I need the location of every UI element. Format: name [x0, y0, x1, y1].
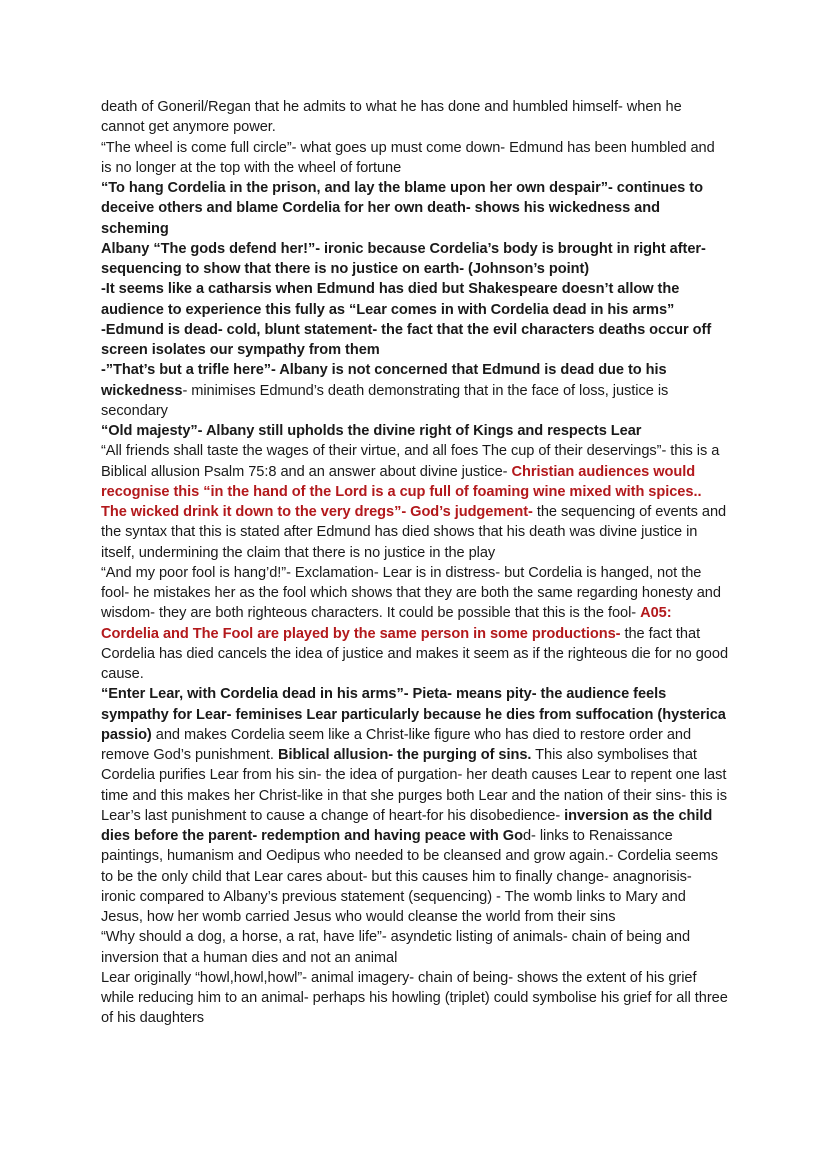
body-text: “The wheel is come full circle”- what goes up must come down- Edmund has been humbled and is no longer at the top with the wheel of fortune — [101, 139, 715, 176]
paragraph — [101, 97, 729, 138]
highlighted-text: A05: Cordelia and The Fool are played by the same person in some productions- — [101, 605, 672, 642]
paragraph — [101, 441, 729, 563]
body-text: Lear originally “howl,howl,howl”- animal imagery- chain of being- shows the extent of his grief while reducing him to an animal- perhaps his howling (triplet) could symbolise his grief for all three of his daughters — [101, 969, 728, 1027]
body-text: “All friends shall taste the wages of their virtue, and all foes The cup of their deservings”- this is a Biblical allusion Psalm 75:8 and an answer about divine justice- — [101, 443, 720, 480]
body-text: death of Goneril/Regan that he admits to what he has done and humbled himself- when he cannot get anymore power. — [101, 99, 682, 136]
bold-text: inversion as the child dies before the parent- redemption and having peace with Go — [101, 807, 713, 844]
body-text: This also symbolises that Cordelia purifies Lear from his sin- the idea of purgation- her death causes Lear to repent one last time and this makes her Christ-like in that she purges both Lear and the nation of their sins- this is Lear’s last punishment to cause a change of heart-for his disobedience- — [101, 747, 727, 824]
paragraph — [101, 239, 729, 280]
body-text: “Why should a dog, a horse, a rat, have life”- asyndetic listing of animals- chain of being and inversion that a human dies and not an animal — [101, 929, 691, 966]
body-text: d- links to Renaissance paintings, humanism and Oedipus who needed to be cleansed and grow again.- Cordelia seems to be the only child that Lear cares about- but this causes him to finally change- anagnorisis- ironic compared to Albany’s previous statement (sequencing) - The womb links to Mary and Jesus, how her womb carried Jesus who would cleanse the world from their sins — [101, 828, 718, 925]
body-text: - minimises Edmund’s death demonstrating that in the face of loss, justice is secondary — [101, 382, 669, 419]
paragraph — [101, 563, 729, 685]
body-text: the fact that Cordelia has died cancels the idea of justice and makes it seem as if the righteous die for no good cause. — [101, 625, 729, 682]
bold-text: Albany “The gods defend her!”- ironic because Cordelia’s body is brought in right after- sequencing to show that there is no justice on earth- (Johnson’s point) — [101, 240, 706, 277]
bold-text: -”That’s but a trifle here”- Albany is not concerned that Edmund is dead due to his wickedness — [101, 362, 667, 399]
paragraph — [101, 178, 729, 239]
body-text: and makes Cordelia seem like a Christ-like figure who has died to restore order and remove God’s punishment. — [101, 726, 692, 763]
paragraph — [101, 927, 729, 968]
paragraph — [101, 138, 729, 179]
bold-text: “Enter Lear, with Cordelia dead in his arms”- Pieta- means pity- the audience feels sympathy for Lear- feminises Lear particularly because he dies from suffocation (hysterica passio) — [101, 686, 726, 743]
bold-text: -It seems like a catharsis when Edmund has died but Shakespeare doesn’t allow the audience to experience this fully as “Lear comes in with Cordelia dead in his arms” — [101, 281, 680, 318]
paragraph — [101, 360, 729, 421]
document-page-text — [101, 97, 729, 1029]
paragraph — [101, 684, 729, 927]
bold-text: “Old majesty”- Albany still upholds the divine right of Kings and respects Lear — [101, 423, 642, 439]
paragraph — [101, 320, 729, 361]
paragraph — [101, 421, 729, 441]
paragraph — [101, 279, 729, 320]
bold-text: “To hang Cordelia in the prison, and lay the blame upon her own despair”- continues to deceive others and blame Cordelia for her own death- shows his wickedness and scheming — [101, 180, 703, 237]
highlighted-text: Christian audiences would recognise this “in the hand of the Lord is a cup full of foaming wine mixed with spices.. The wicked drink it down to the very dregs”- God’s judgement- — [101, 463, 702, 520]
bold-text: Biblical allusion- the purging of sins. — [277, 747, 532, 763]
body-text: the sequencing of events and the syntax that this is stated after Edmund has died shows that his death was divine justice in itself, undermining the claim that there is no justice in the play — [101, 504, 727, 561]
body-text: “And my poor fool is hang’d!”- Exclamation- Lear is in distress- but Cordelia is hanged, not the fool- he mistakes her as the fool which shows that they are both the same regarding honesty and wisdom- they are both righteous characters. It could be possible that this is the fool- — [101, 564, 721, 622]
paragraph — [101, 968, 729, 1029]
bold-text: -Edmund is dead- cold, blunt statement- the fact that the evil characters deaths occur off screen isolates our sympathy from them — [101, 321, 712, 358]
